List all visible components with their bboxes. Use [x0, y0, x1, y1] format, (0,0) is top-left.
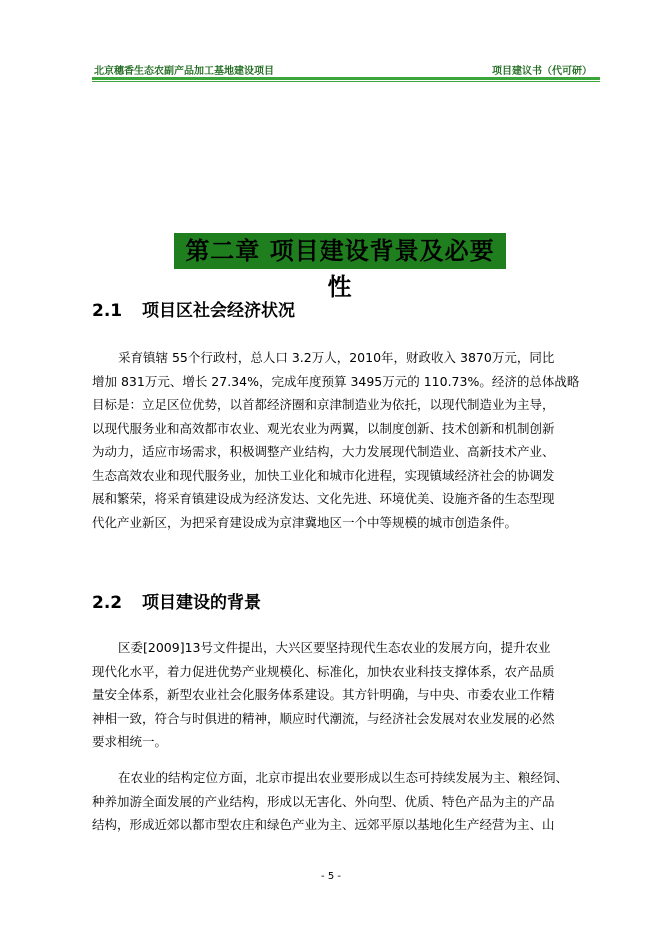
paragraph-line: 结构，形成近郊以都市型农庄和绿色产业为主、远郊平原以基地化生产经营为主、山 — [92, 817, 555, 832]
chapter-title: 第二章 项目建设背景及必要性 — [174, 233, 506, 269]
section-title: 项目建设的背景 — [142, 593, 261, 613]
section-number: 2.2 — [92, 593, 123, 613]
paragraph-line: 区委[2009]13号文件提出，大兴区要坚持现代生态农业的发展方向，提升农业 — [118, 640, 551, 655]
section-2-1-paragraph — [92, 346, 582, 534]
paragraph-line: 生态高效农业和现代服务业，加快工业化和城市化进程，实现镇域经济社会的协调发 — [92, 467, 555, 483]
header-rule — [92, 77, 600, 80]
paragraph-line: 目标是：立足区位优势，以首都经济圈和京津制造业为依托，以现代制造业为主导， — [92, 397, 555, 412]
paragraph-line: 以现代服务业和高效都市农业、观光农业为两翼，以制度创新、技术创新和机制创新 — [92, 420, 555, 436]
page-number: - 5 - — [321, 871, 341, 882]
paragraph-line: 增加 831万元、增长 27.34%，完成年度预算 3495万元的 110.73%。经济的总体战略 — [92, 373, 580, 389]
header-rule-thin — [92, 81, 600, 82]
paragraph-line: 量安全体系，新型农业社会化服务体系建设。其方针明确，与中央、市委农业工作精 — [92, 687, 555, 702]
paragraph-line: 要求相统一。 — [92, 734, 168, 749]
paragraph-line: 展和繁荣，将采育镇建设成为经济发达、文化先进、环境优美、设施齐备的生态型现 — [92, 491, 555, 506]
paragraph-line: 神相一致，符合与时俱进的精神，顺应时代潮流，与经济社会发展对农业发展的必然 — [92, 710, 555, 726]
paragraph-line: 现代化水平，着力促进优势产业规模化、标准化，加快农业科技支撑体系，农产品质 — [92, 663, 555, 679]
section-2-2-paragraph-1 — [92, 636, 582, 754]
header-project-title: 北京穗香生态农副产品加工基地建设项目 — [94, 66, 274, 77]
paragraph-line: 种养加游全面发展的产业结构，形成以无害化、外向型、优质、特色产品为主的产品 — [92, 793, 555, 809]
page-header — [92, 60, 600, 76]
paragraph-line: 在农业的结构定位方面，北京市提出农业要形成以生态可持续发展为主、粮经饲、 — [118, 770, 569, 785]
section-title: 项目区社会经济状况 — [142, 301, 295, 321]
section-heading-2-1 — [92, 296, 295, 321]
section-2-2-paragraph-2 — [92, 766, 582, 837]
paragraph-line: 为动力，适应市场需求，积极调整产业结构，大力发展现代制造业、高新技术产业、 — [92, 444, 555, 459]
section-heading-2-2 — [92, 588, 261, 613]
paragraph-line: 采育镇辖 55个行政村，总人口 3.2万人，2010年，财政收入 3870万元，同比 — [118, 350, 555, 365]
header-document-type: 项目建议书（代可研） — [492, 66, 592, 77]
paragraph-line: 代化产业新区，为把采育建设成为京津冀地区一个中等规模的城市创造条件。 — [92, 514, 518, 530]
section-number: 2.1 — [92, 301, 123, 321]
